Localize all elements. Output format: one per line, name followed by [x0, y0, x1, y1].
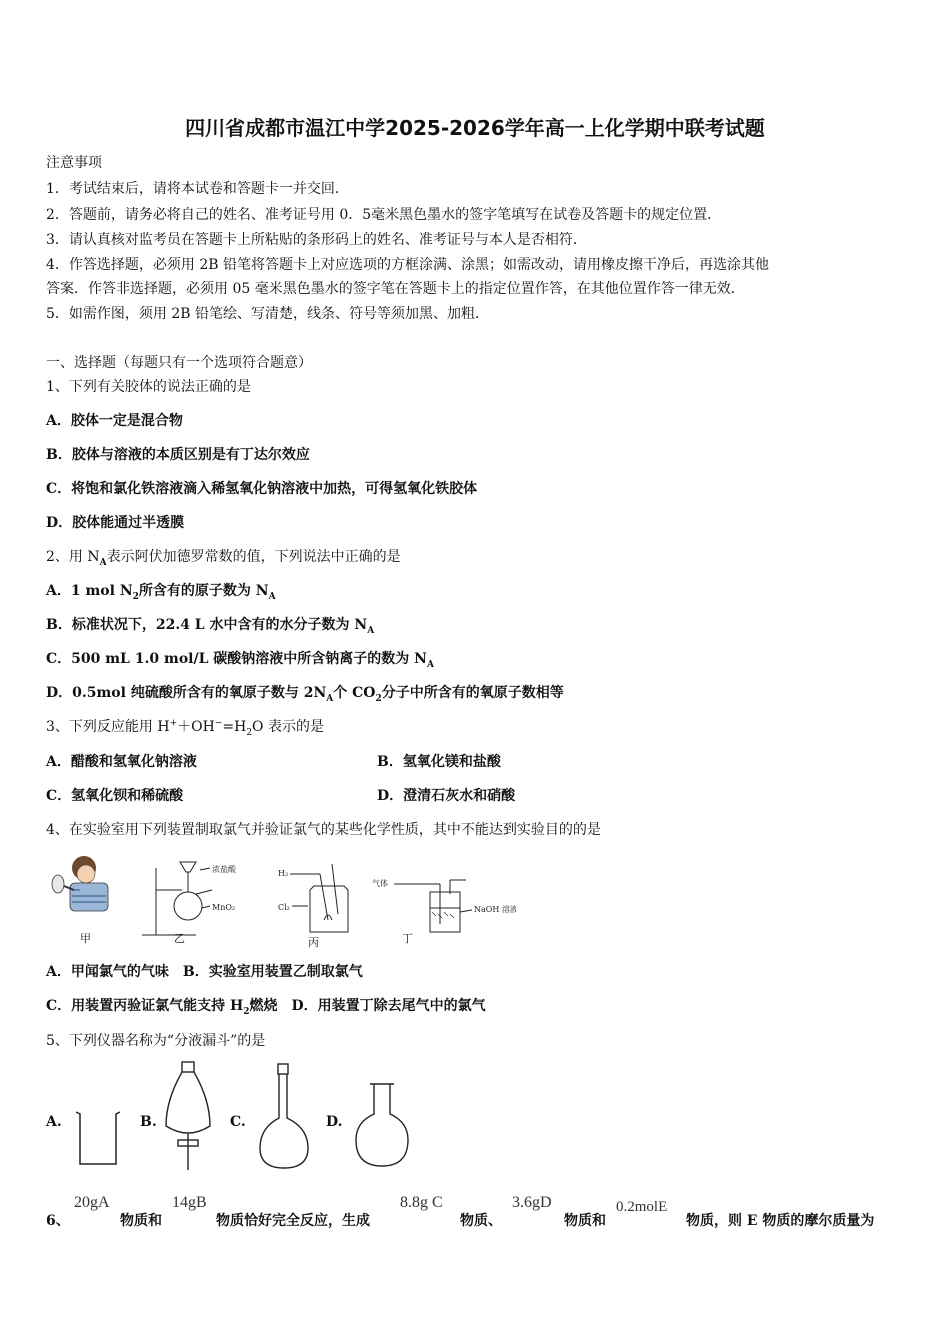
- fig-label-ding: 丁: [402, 932, 413, 945]
- q6-text: 物质恰好完全反应，生成: [216, 1213, 370, 1229]
- q1-option-a: A．胶体一定是混合物: [46, 413, 183, 429]
- notice-item: 1．考试结束后，请将本试卷和答题卡一并交回．: [46, 181, 349, 197]
- q5-option-a: A.: [46, 1114, 62, 1130]
- q1-option-b: B．胶体与溶液的本质区别是有丁达尔效应: [46, 447, 310, 463]
- q4-options-cd: C．用装置丙验证氯气能支持 $H_2$燃烧 D．用装置丁除去尾气中的氯气: [46, 998, 486, 1017]
- q5-option-d: D.: [326, 1114, 343, 1130]
- q1-option-c: C．将饱和氯化铁溶液滴入稀氢氧化钠溶液中加热，可得氢氧化铁胶体: [46, 481, 478, 497]
- label-cl2: Cl₂: [278, 903, 290, 912]
- notice-item: 2．答题前，请务必将自己的姓名、准考证号用 0．5毫米黑色墨水的签字笔填写在试卷及答题卡的规定位置．: [46, 207, 722, 223]
- page-title: 四川省成都市温江中学2025-2026学年高一上化学期中联考试题: [185, 116, 765, 140]
- label-naoh: NaOH 溶液: [474, 905, 516, 914]
- q6-text: 物质和: [564, 1213, 606, 1229]
- q3-option-d: D．澄清石灰水和硝酸: [377, 788, 516, 804]
- q4-apparatus-figure: [46, 850, 516, 949]
- q6-value-e: 0.2molE: [616, 1199, 668, 1215]
- q4-stem: 4、在实验室用下列装置制取氯气并验证氯气的某些化学性质，其中不能达到实验目的的是: [46, 822, 601, 838]
- fig-label-bing: 丙: [308, 936, 319, 949]
- q3-option-a: A．醋酸和氢氧化钠溶液: [46, 754, 197, 770]
- apparatus-drawing: [46, 850, 516, 945]
- q3-option-c: C．氢氧化钡和稀硫酸: [46, 788, 184, 804]
- q6-stem: 6、: [46, 1213, 70, 1229]
- chlorine-generator-apparatus: [142, 862, 212, 935]
- exhaust-absorber-apparatus: [394, 880, 472, 932]
- beaker-illustration: [72, 1108, 124, 1168]
- label-gas: 气体: [372, 879, 388, 888]
- round-bottom-flask-illustration: [352, 1080, 412, 1170]
- fig-label-jia: 甲: [80, 932, 91, 945]
- q3-stem: 3、下列反应能用 $H^++OH^-=H_2O$ 表示的是: [46, 718, 324, 738]
- q1-stem: 1、下列有关胶体的说法正确的是: [46, 379, 251, 395]
- label-mno2: MnO₂: [212, 903, 236, 912]
- separatory-funnel-illustration: [160, 1060, 216, 1172]
- label-h2: H₂: [278, 869, 289, 878]
- fig-label-yi: 乙: [174, 932, 185, 945]
- q5-option-b: B.: [140, 1114, 157, 1130]
- section-heading: 一、选择题（每题只有一个选项符合题意）: [46, 355, 312, 371]
- volumetric-flask-illustration: [256, 1062, 312, 1170]
- person-smelling-illustration: [52, 856, 108, 911]
- notice-heading: 注意事项: [46, 155, 102, 171]
- q2-option-c: C．500 mL 1.0 mol/L 碳酸钠溶液中所含钠离子的数为 $N_A$: [46, 651, 434, 670]
- q5-option-c: C.: [230, 1114, 246, 1130]
- q2-option-b: B．标准状况下，22.4 L 水中含有的水分子数为 $N_A$: [46, 617, 375, 636]
- q6-text: 物质，则 E 物质的摩尔质量为: [686, 1213, 875, 1229]
- q4-options-ab: A．甲闻氯气的气味 B．实验室用装置乙制取氯气: [46, 964, 363, 980]
- notice-item: 4．作答选择题，必须用 2B 铅笔将答题卡上对应选项的方框涂满、涂黑；如需改动，请用橡皮擦干净后，再选涂其他: [46, 257, 769, 273]
- h2-burning-apparatus: [290, 864, 348, 932]
- q6-value-b: 14gB: [172, 1194, 207, 1211]
- q6-value-c: 8.8g C: [400, 1194, 443, 1211]
- notice-item: 答案．作答非选择题，必须用 05 毫米黑色墨水的签字笔在答题卡上的指定位置作答，在其他位置作答一律无效．: [46, 281, 745, 297]
- q6-value-d: 3.6gD: [512, 1194, 552, 1211]
- q1-option-d: D．胶体能通过半透膜: [46, 515, 185, 531]
- q3-option-b: B．氢氧化镁和盐酸: [377, 754, 501, 770]
- q2-option-a: A．1 mol $N_2$所含有的原子数为 $N_A$: [46, 583, 276, 602]
- q2-option-d: D．0.5mol 纯硫酸所含有的氧原子数与 $2N_A$个 $CO_2$分子中所含有的氧原子数相等: [46, 685, 564, 704]
- q6-text: 物质、: [460, 1213, 502, 1229]
- notice-item: 3．请认真核对监考员在答题卡上所粘贴的条形码上的姓名、准考证号与本人是否相符．: [46, 232, 587, 248]
- q6-text: 物质和: [120, 1213, 162, 1229]
- q6-value-a: 20gA: [74, 1194, 110, 1211]
- notice-item: 5．如需作图，须用 2B 铅笔绘、写清楚，线条、符号等须加黑、加粗．: [46, 306, 490, 322]
- q5-stem: 5、下列仪器名称为“分液漏斗”的是: [46, 1033, 266, 1049]
- label-conc-hcl: 浓盐酸: [212, 865, 236, 874]
- q2-stem: 2、用 $N_A$表示阿伏加德罗常数的值，下列说法中正确的是: [46, 549, 401, 568]
